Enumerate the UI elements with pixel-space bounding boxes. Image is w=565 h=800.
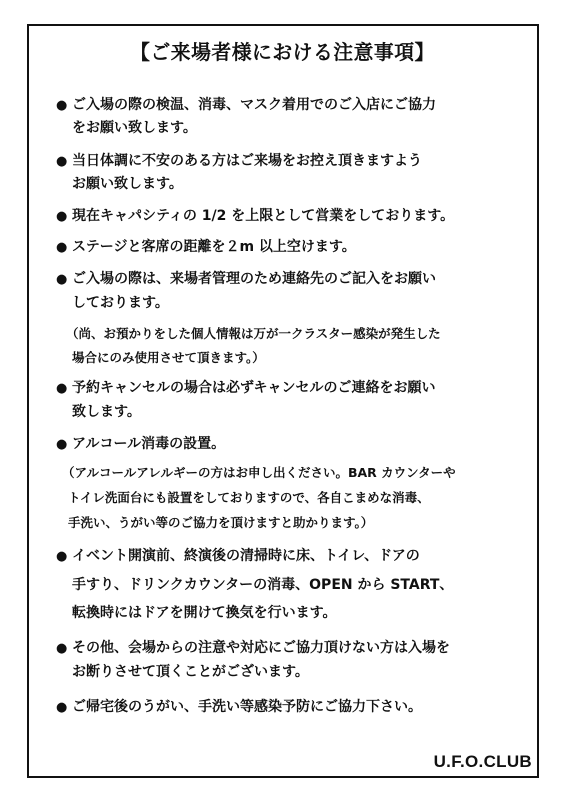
notice-line: 手すり、ドリンクカウンターの消毒、OPEN から START、 bbox=[72, 577, 454, 593]
bullet-icon: ● bbox=[56, 154, 68, 169]
notice-line: お願い致します。 bbox=[72, 176, 183, 192]
bullet-icon: ● bbox=[56, 381, 68, 396]
notice-item-2 bbox=[56, 151, 422, 172]
bullet-icon: ● bbox=[56, 98, 68, 113]
bullet-icon: ● bbox=[56, 209, 68, 224]
bullet-icon: ● bbox=[56, 240, 68, 255]
notice-item-9-cont bbox=[72, 662, 309, 682]
notice-line: トイレ洗面台にも設置をしておりますので、各自こまめな消毒、 bbox=[68, 490, 430, 505]
notice-line: 場合にのみ使用させて頂きます。） bbox=[72, 350, 265, 365]
notice-line: しております。 bbox=[72, 295, 169, 311]
notice-item-8-cont bbox=[72, 575, 453, 595]
notice-line: その他、会場からの注意や対応にご協力頂けない方は入場を bbox=[72, 640, 450, 656]
notice-line: ご入場の際の検温、消毒、マスク着用でのご入店にご協力 bbox=[72, 97, 436, 113]
bullet-icon: ● bbox=[56, 549, 68, 564]
notice-line: 現在キャパシティの 1/2 を上限として営業をしております。 bbox=[72, 208, 455, 224]
notice-line: イベント開演前、終演後の清掃時に床、トイレ、ドアの bbox=[72, 548, 420, 564]
notice-item-6-cont bbox=[72, 402, 141, 422]
notice-line: ご帰宅後のうがい、手洗い等感染予防にご協力下さい。 bbox=[72, 699, 422, 715]
notice-line: 当日体調に不安のある方はご来場をお控え頂きますよう bbox=[72, 153, 422, 169]
notice-item-5-note-cont bbox=[72, 348, 265, 368]
notice-item-2-cont bbox=[72, 174, 183, 194]
notice-item-6 bbox=[56, 378, 435, 399]
notice-line: アルコール消毒の設置。 bbox=[72, 436, 226, 452]
notice-item-7-note bbox=[62, 463, 456, 483]
notice-item-5-note bbox=[66, 324, 441, 344]
notice-line: 転換時にはドアを開けて換気を行います。 bbox=[72, 605, 337, 621]
notice-item-3 bbox=[56, 206, 454, 227]
bullet-icon: ● bbox=[56, 437, 68, 452]
bullet-icon: ● bbox=[56, 641, 68, 656]
bullet-icon: ● bbox=[56, 700, 68, 715]
notice-line: 予約キャンセルの場合は必ずキャンセルのご連絡をお願い bbox=[72, 380, 436, 396]
notice-item-8 bbox=[56, 546, 420, 567]
notice-item-8-cont bbox=[72, 603, 336, 623]
notice-item-1-cont bbox=[72, 118, 197, 138]
notice-title: 【ご来場者様における注意事項】 bbox=[130, 41, 435, 64]
notice-item-7-note-cont bbox=[68, 488, 430, 508]
notice-item-1 bbox=[56, 95, 436, 116]
notice-line: お断りさせて頂くことがございます。 bbox=[72, 664, 309, 680]
notice-line: （アルコールアレルギーの方はお申し出ください。BAR カウンターや bbox=[62, 465, 456, 480]
notice-item-5 bbox=[56, 269, 436, 290]
notice-line: 致します。 bbox=[72, 404, 141, 420]
venue-name: U.F.O.CLUB bbox=[433, 752, 532, 771]
notice-item-10 bbox=[56, 697, 422, 718]
notice-line: （尚、お預かりをした個人情報は万が一クラスター感染が発生した bbox=[66, 326, 441, 341]
notice-line: ステージと客席の距離を２m 以上空けます。 bbox=[72, 239, 356, 255]
notice-item-5-cont bbox=[72, 293, 169, 313]
notice-item-9 bbox=[56, 638, 450, 659]
notice-line: 手洗い、うがい等のご協力を頂けますと助かります。） bbox=[68, 515, 374, 530]
notice-line: をお願い致します。 bbox=[72, 120, 197, 136]
notice-item-7 bbox=[56, 434, 225, 455]
notice-line: ご入場の際は、来場者管理のため連絡先のご記入をお願い bbox=[72, 271, 436, 287]
notice-item-7-note-cont bbox=[68, 513, 373, 533]
bullet-icon: ● bbox=[56, 272, 68, 287]
notice-item-4 bbox=[56, 237, 356, 258]
